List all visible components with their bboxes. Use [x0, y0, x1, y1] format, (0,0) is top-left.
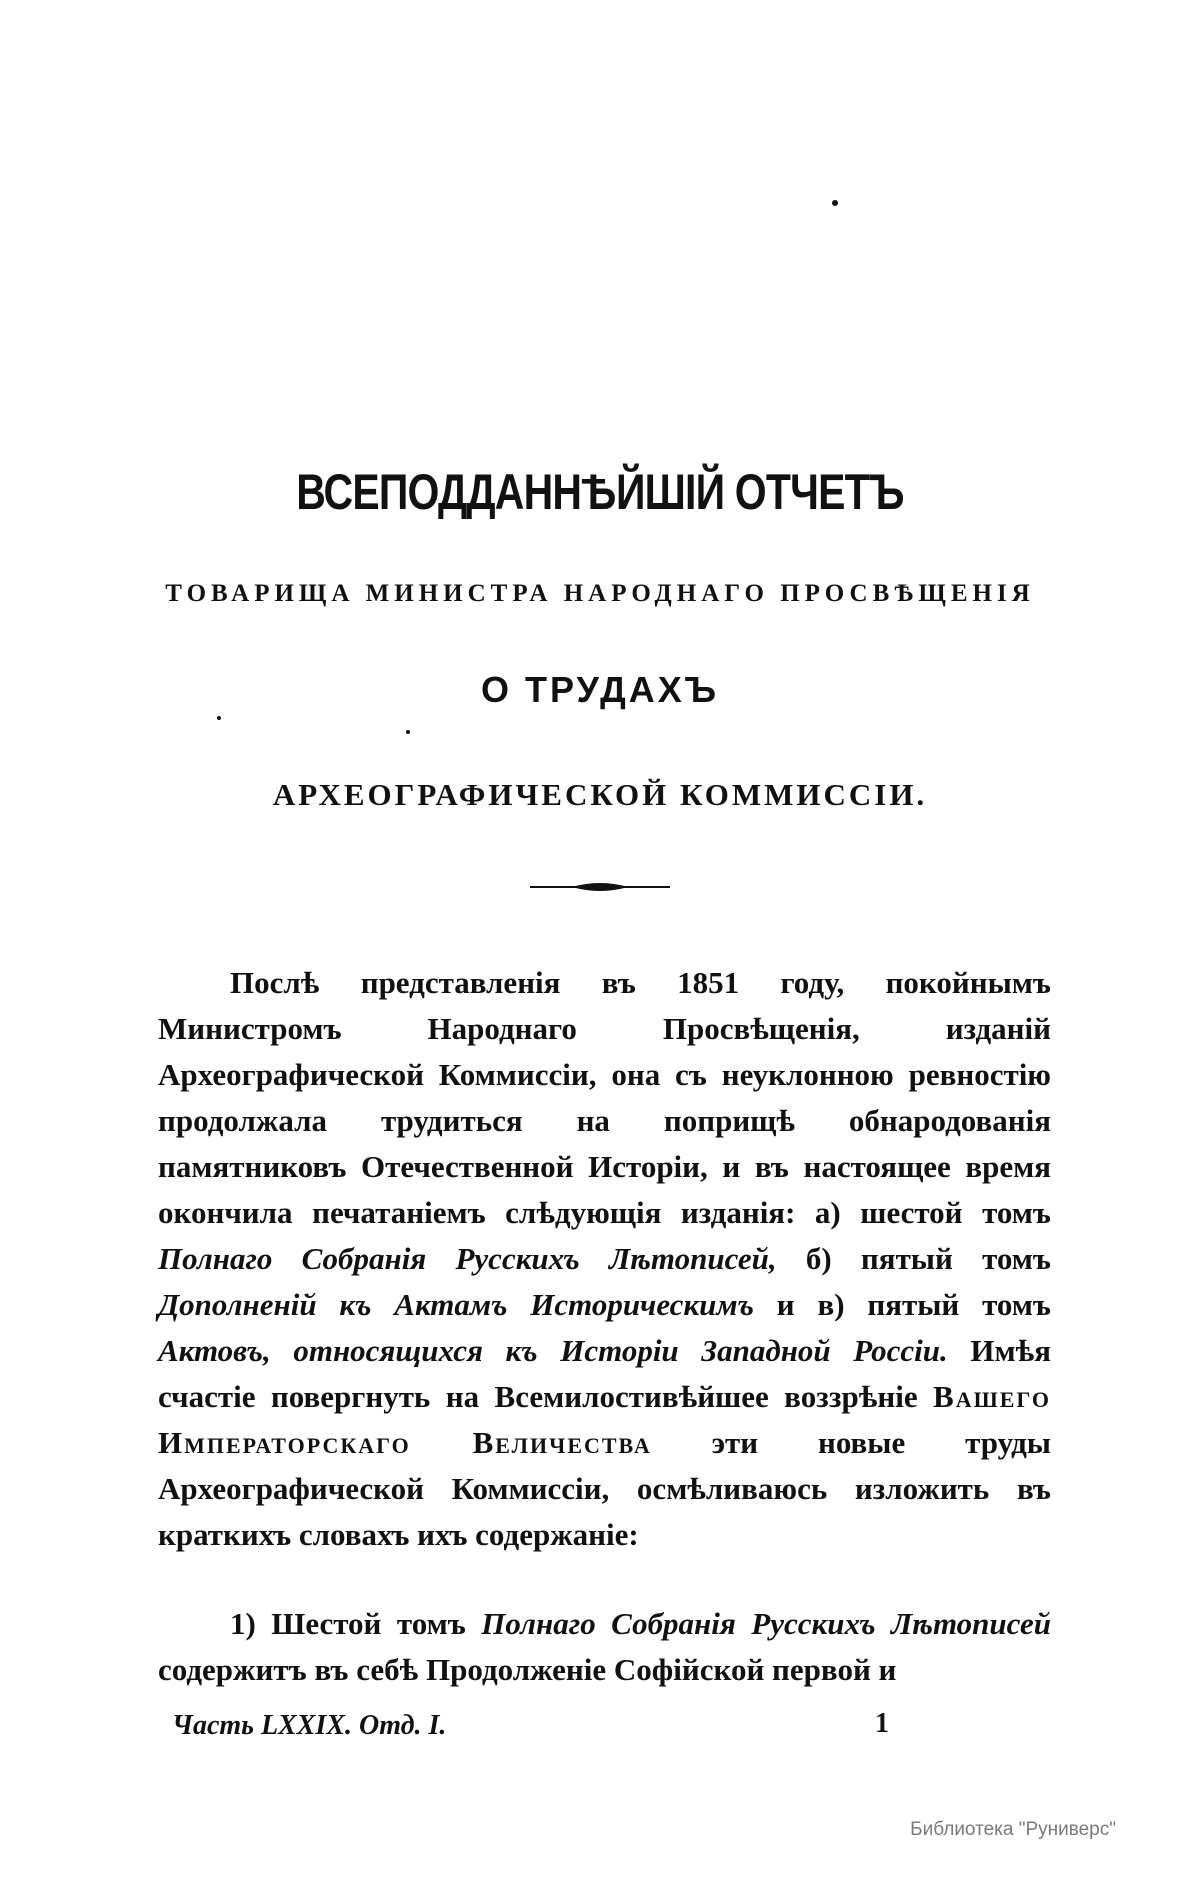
report-heading: О ТРУДАХЪ [480, 669, 720, 710]
paragraph-text: и в) пятый томъ [753, 1287, 1051, 1322]
paragraph-text: Имѣя счастіе повергнуть на Всемилостивѣйшее воззрѣніе [158, 1333, 1051, 1414]
footer-part-label: Часть LXXIX. Отд. I. [172, 1710, 447, 1741]
paragraph-text: 1) Шестой томъ [230, 1606, 482, 1641]
report-subtitle: ТОВАРИЩА МИНИСТРА НАРОДНАГО ПРОСВѢЩЕНІЯ [165, 580, 1035, 607]
paragraph-text: Послѣ представленія въ 1851 году, покойнымъ Министромъ Народнаго Просвѣщенія, изданій Археографической Коммиссіи, она съ неуклонною ревностію продолжала трудиться на поприщѣ обнародованія памятниковъ Отечественной Исторіи, и въ настоящее время окончила печатаніемъ слѣдующія изданія: а) шестой томъ [158, 965, 1051, 1230]
body-paragraph-2 [158, 1601, 1051, 1693]
library-watermark: Библиотека "Руниверс" [910, 1819, 1116, 1840]
paragraph-text: содержитъ въ себѣ Продолженіе Софійской первой и [158, 1652, 897, 1687]
italic-title: Дополненій къ Актамъ Историческимъ [158, 1287, 754, 1322]
italic-title: Полнаго Собранія Русскихъ Лѣтописей [481, 1606, 1051, 1641]
page-number: 1 [875, 1708, 889, 1739]
ink-speck [406, 730, 410, 734]
ornament-divider [530, 880, 670, 894]
ink-speck [832, 200, 838, 206]
body-paragraph-1 [158, 960, 1051, 1558]
paragraph-text: б) пятый томъ [776, 1241, 1051, 1276]
paragraph-text: эти новые труды Археографической Коммиссіи, осмѣливаюсь изложить въ краткихъ словахъ ихъ содержаніе: [158, 1425, 1051, 1552]
italic-title: Актовъ, относящихся къ Исторіи Западной Россіи. [158, 1333, 948, 1368]
ink-speck [217, 716, 221, 720]
italic-title: Полнаго Собранія Русскихъ Лѣтописей, [158, 1241, 777, 1276]
report-subheading: АРХЕОГРАФИЧЕСКОЙ КОММИССІИ. [272, 777, 928, 812]
report-title: ВСЕПОДДАННѢЙШІЙ ОТЧЕТЪ [296, 464, 904, 520]
small-caps-text: Вашего Императорскаго Величества [158, 1379, 1051, 1460]
